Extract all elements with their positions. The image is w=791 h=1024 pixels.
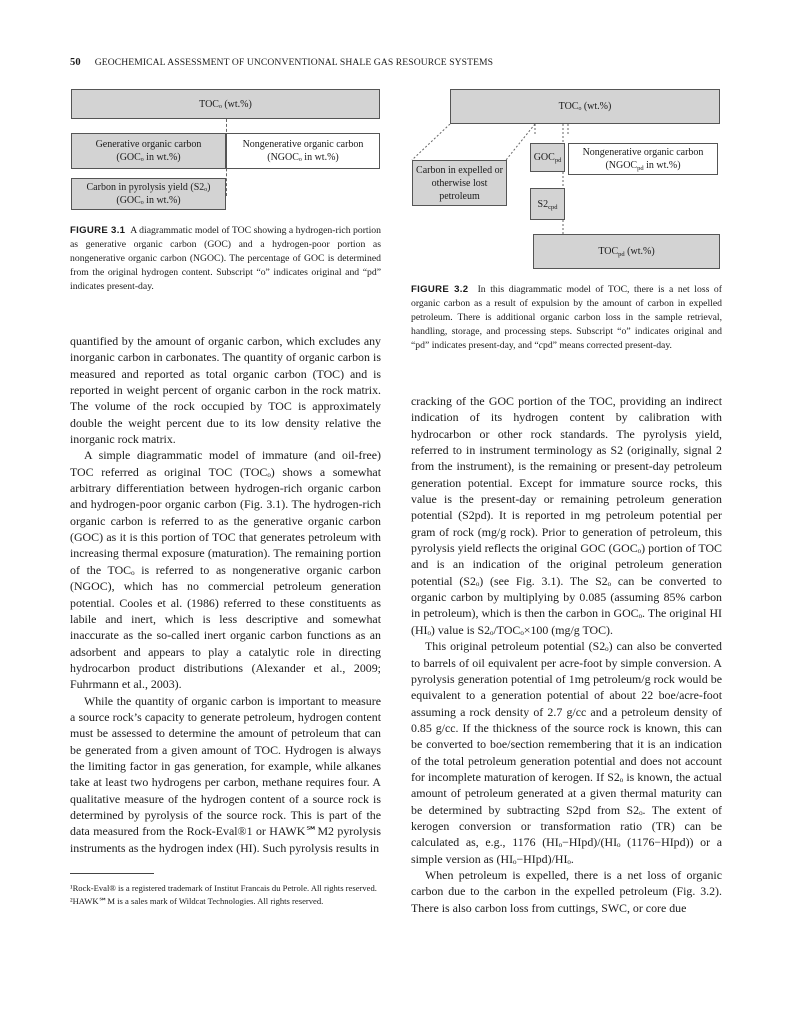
right-column — [411, 393, 722, 916]
footnote-1: ¹Rock-Eval® is a registered trademark of Institut Francais du Petrole. All rights reserved. — [70, 883, 377, 893]
left-paragraph-3: While the quantity of organic carbon is important to measure a source rock’s capacity to generate petroleum, hydrogen content must be assessed to determine the amount of petroleum that can be generated from a given amount of TOC. Hydrogen is always the limiting factor in gas generation, for example, while alkanes take at least two hydrogens per carbon, methane requires four. A qualitative measure of the hydrogen content of a source rock is determined by pyrolysis of the source rock. This is part of the data measured from the Rock-Eval®1 or HAWK℠M2 pyrolysis instruments as the hydrogen index (HI). Such pyrolysis results in — [70, 693, 381, 855]
left-column — [70, 333, 381, 856]
left-paragraph-1: quantified by the amount of organic carbon, which excludes any inorganic carbon in carbonates. The quantity of organic carbon is measured and reported as total organic carbon (TOC) and is reported in weight percent of organic carbon in the rock matrix. The volume of the rock occupied by TOC is approximately double the weight percent due to its low density relative the inorganic rock matrix. — [70, 334, 381, 447]
fig2-toc-box — [450, 89, 720, 124]
footnote-rule — [70, 873, 154, 874]
fig1-goc-label: Generative organic carbon (GOCₒ in wt.%) — [95, 139, 202, 163]
fig1-toc-box — [71, 89, 380, 119]
fig2-goc-box — [530, 143, 565, 172]
right-paragraph-2: This original petroleum potential (S2ₒ) can also be converted to barrels of oil equivalent per acre-foot by simple conversion. A pyrolysis generation potential of 1mg petroleum/g rock would be equivalent to a generation potential of about 22 boe/acre-foot assuming a rock density of 2.7 g/cc and a petroleum density of 0.85 g/cc. If the thickness of the source rock is known, this can be converted to boe/section remembering that it is an indication of the total petroleum generation potential and does not account for incomplete maturation of kerogen. If S2ₒ is known, the actual amount of petroleum generated at a given thermal maturity can be determined by subtracting S2pd from S2ₒ. The extent of kerogen conversion or transformation ratio (TR) can be calculated as, e.g., 1176 (HIₒ−HIpd)/(HIₒ (1176−HIpd)) or a simple version as (HIₒ−HIpd)/HIₒ. — [411, 639, 722, 866]
fig2-caption — [411, 283, 722, 353]
fig2-caption-text: In this diagrammatic model of TOC, there is a net loss of organic carbon as a result of expulsion by the amount of carbon in expelled petroleum. There is additional organic carbon loss in the sample retrieval, handling, storage, and processing steps. Subscript “o” indicates original and “pd” indicates present-day, and “cpd” means corrected present-day. — [411, 284, 723, 351]
right-paragraph-1: cracking of the GOC portion of the TOC, providing an indirect indication of its hydrogen content by calibration with hydrocarbon or other rock standards. The pyrolysis yield, referred to in instrument terminology as S2 (originally, signal 2 from the instrument), is the remaining or present-day petroleum generation potential. Except for immature source rocks, this value is the present-day or remaining petroleum generation potential (S2pd). It is reported in mg petroleum potential per gram of rock (mg/g rock). Prior to generation of petroleum, this pyrolysis yield reflects the original GOC (GOCₒ) portion of TOC and is an indication of the original petroleum generation potential (S2ₒ) (see Fig. 3.1). The S2ₒ can be converted to organic carbon by multiplying by 0.085 (assuming 85% carbon in petroleum), which is then the carbon in GOCₒ. The original HI (HIₒ) value is S2ₒ/TOCₒ×100 (mg/g TOC). — [411, 394, 722, 637]
fig1-ngoc-label: Nongenerative organic carbon (NGOCₒ in wt.%) — [242, 139, 364, 163]
fig2-s2-box — [530, 188, 565, 220]
fig1-s2-label: Carbon in pyrolysis yield (S2ₒ) (GOCₒ in wt.%) — [86, 182, 211, 206]
page-number: 50 — [70, 57, 81, 68]
fig1-ngoc-box — [226, 133, 380, 169]
fig2-expelled-label: Carbon in expelled or otherwise lost petroleum — [416, 164, 503, 202]
fig1-caption-label: FIGURE 3.1 — [70, 225, 126, 236]
fig2-caption-label: FIGURE 3.2 — [411, 284, 469, 295]
fig2-ngoc-box — [568, 143, 718, 175]
fig1-caption-text: A diagrammatic model of TOC showing a hydrogen-rich portion as generative organic carbon (GOC) and a hydrogen-poor portion as nongenerative organic carbon (NGOC). The percentage of GOC is determined from the original hydrogen content. Subscript “o” indicates original and “pd” indicates present-day. — [70, 225, 381, 292]
fig2-s2-label: $S2_{cpd}$ — [537, 198, 558, 211]
footnotes — [70, 882, 381, 907]
fig2-expelled-box — [412, 160, 507, 206]
fig1-goc-box — [71, 133, 226, 169]
running-title: GEOCHEMICAL ASSESSMENT OF UNCONVENTIONAL SHALE GAS RESOURCE SYSTEMS — [94, 57, 494, 68]
fig2-goc-label: $GOC_{pd}$ — [533, 152, 562, 164]
fig2-toc-label: TOCₒ (wt.%) — [558, 101, 612, 112]
left-paragraph-2: A simple diagrammatic model of immature (and oil-free) TOC referred as original TOC (TOCₒ) shows a somewhat arbitrary differentiation between hydrogen-rich organic carbon and hydrogen-poor organic carbon (Fig. 3.1). The hydrogen-rich organic carbon is referred to as the generative organic carbon (GOC) as it is this portion of TOC that generates petroleum with increasing thermal exposure (maturation). The remaining portion of the TOCₒ is referred to as nongenerative organic carbon (NGOC), which has no commercial petroleum generation potential. Cooles et al. (1986) referred to these constituents as labile and inert, which is less descriptive and somewhat inaccurate as the so-called inert organic carbon functions as an adsorbent and appears to play a catalytic role in directing hydrocarbon product distributions (Alexander et al., 2009; Fuhrmann et al., 2003). — [70, 448, 381, 692]
fig1-toc-label: TOCₒ (wt.%) — [199, 98, 252, 110]
footnote-2: ²HAWK℠M is a sales mark of Wildcat Technologies. All rights reserved. — [70, 895, 324, 906]
fig2-tocpd-label: $TOC_{pd}$ (wt.%) — [598, 246, 655, 258]
running-header — [70, 57, 493, 68]
fig2-ngoc-label: Nongenerative organic carbon ($NGOC_{pd}$ in wt.%) — [582, 147, 704, 172]
fig1-s2-box — [71, 178, 226, 210]
fig2-tocpd-box — [533, 234, 720, 269]
right-paragraph-3: When petroleum is expelled, there is a net loss of organic carbon due to the carbon in the expelled petroleum (Fig. 3.2). There is also carbon loss from cuttings, SWC, or core due — [411, 867, 722, 915]
fig1-caption — [70, 224, 381, 294]
